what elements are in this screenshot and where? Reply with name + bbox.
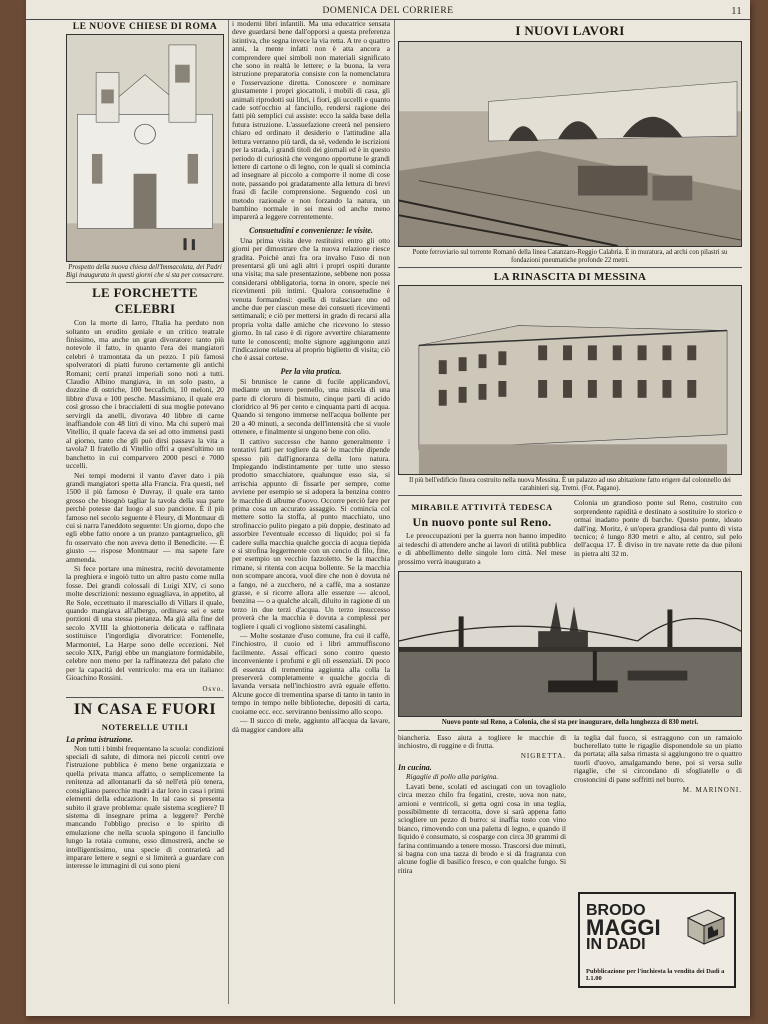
running-head-title: DOMENICA DEL CORRIERE (322, 6, 454, 16)
visite-text (232, 237, 390, 363)
visite-title: Consuetudini e convenienze: le visite. (249, 225, 373, 235)
reno-text-right (574, 499, 742, 567)
article-paragraph: Le preoccupazioni per la guerra non hanno impedito ai tedeschi di attendere anche ai lavori di utilità pubblica e di abbellimento delle singole loro città. Nel mese prossimo verrà inaugurato a (398, 531, 566, 566)
istruzione-title: La prima istruzione. (66, 734, 133, 744)
cucina-text-continued (574, 734, 742, 784)
lavori-title: I NUOVI LAVORI (515, 23, 625, 38)
noterelle-title: NOTERELLE UTILI (101, 721, 189, 732)
maggi-advertisement (578, 892, 736, 988)
bouillon-cube-icon (684, 906, 726, 946)
bridge-caption: Ponte ferroviario sul torrente Romanò della linea Catanzaro-Reggio Calabria. È in muratura, ad archi con pilastri su fondazioni pneumatiche profonde 22 metri. (412, 249, 728, 264)
bottom-right-block (398, 734, 742, 877)
istruzione-continued (232, 20, 390, 222)
photo-credit: (Fot. Pagano). (581, 484, 621, 492)
article-paragraph: — Il succo di mele, aggiunto all'acqua da lavare, dà maggior candore alla (232, 716, 390, 734)
ad-brand-top: BRODO (586, 902, 646, 919)
cucina-text (398, 773, 566, 875)
forchette-title: LE FORCHETTE CELEBRI (66, 282, 224, 317)
article-paragraph: — Molte sostanze d'uso comune, fra cui il caffè, l'inchiostro, il cuoio ed i libri ammuffiscono facilmente. Assai efficaci sono contro questo inconveniente i profumi e gli oli essenziali. Di poco di essenza di trementina aggiunta alla colla la preserverà completamente e qualche goccia di lavanda versata nell'inchiostro avrà eguale effetto. Alcune gocce di trementina sparse di tanto in tanto in tempo in tempo nelle biblioteche, depositi di carta, cuoiame ecc. ecc. serviranno benissimo allo scopo. (232, 631, 390, 716)
biancheria-signature: NIGRETTA. (520, 752, 566, 761)
messina-title: LA RINASCITA DI MESSINA (493, 271, 647, 284)
running-head (26, 6, 750, 20)
cologne-bridge-photo (398, 571, 742, 717)
page-number: 11 (731, 6, 742, 17)
column-middle (232, 20, 390, 1008)
reno-text-left (398, 532, 566, 566)
article-paragraph: Il cattivo successo che hanno generalmente i tentativi fatti per togliere da sè le macchie dipende spesso più dall'ignoranza della loro natura. Impiegando indistintamente per tutte uno stesso prodotto smacchiatore, qualunque esso sia, si arrischia appunto di fissarle per sempre, come avviene per esempio se si adopera la benzina contro le macchie di albume d'uovo. Occorre perciò fare per prima cosa un accurato assaggio. Si comincia col mettere sotto la stoffa, al punto macchiato, uno strofinaccio pulito piegato a più doppie, destinato ad assorbire l'eventuale eccesso di liquido; poi si fa cadere sulla macchia qualche goccia di acqua tiepida e si strofina leggermente con un cencio di filo, fine, per esempio un vecchio fazzoletto. Se la macchia rimane, si ritenta con acqua bollente. Se la macchia non scompare ancora, vuol dire che non è dovuta né a fango, né a zucchero, né a caffè, ma a sostanze grasse, e si ricorre allora alle essenze — alcool, benzina — o a qualche alcali, diluito in ragione di un terzo in due terzi d'acqua. Un terzo insuccesso proverà che la macchia è dovuta a complessi per togliere i quali ci vogliono sistemi casalinghi. (232, 436, 390, 631)
article-paragraph: biancheria. Esso aiuta a togliere le macchie di inchiostro, di ruggine e di frutta. (398, 732, 566, 750)
church-caption: Prospetto della nuova chiesa dell'Immacolata, dei Padri Bigi inaugurata in questi giorni che si sta per consacrare. (66, 264, 224, 279)
cucina-right-column (574, 734, 742, 877)
section-rule (398, 267, 742, 268)
column-left (66, 20, 224, 1008)
cucina-left-column (398, 734, 566, 877)
biancheria-text (398, 734, 566, 751)
ad-brand (586, 902, 661, 953)
reno-article (398, 499, 742, 567)
article-paragraph: Con la morte di Iarro, l'Italia ha perduto non soltanto un erudito geniale e un critico teatrale finissimo, ma anche un gran divoratore: tanto più notevole il fatto, in quanto l'era dei mangiatori celebri è tramontata da un pezzo. I più famosi spolveratori di piatti furono certamente gli antichi Romani; certi pranzi imperiali sono noti a tutti. Claudio Albino mangiava, in un solo pasto, a dozzine di ostriche, 100 beccafichi, 10 meloni, 20 libbre d'uva e 100 pesche. Massimiano, il quale era così grosso che i braccialetti di sua moglie potevano servirgli da anelli, divorava 40 libbre di carne inaffiandole con 48 litri di vino. Ma chi superò mai Vitellio, il quale faceva da sei ad otto immensi pasti al giorno, tanto che gli può dirsi passava la vita a tavola? Il fratello di Vitellio offrì a quest'ultimo un banchetto in cui comparvero 2000 pesci e 7000 uccelli. (66, 318, 224, 471)
section-title-chiese: LE NUOVE CHIESE DI ROMA (72, 22, 218, 32)
cucina-signature: M. MARINONI. (682, 786, 742, 795)
cucina-title: In cucina. (398, 763, 432, 773)
forchette-article (66, 319, 224, 682)
article-paragraph: la teglia dal fuoco, si estraggono con un ramaiolo bucherellato tutte le rigaglie disponendole su un piatto da portata; alla salsa rimasta si aggiungono tre o quattro tuorli d'uovo, amalgamando bene, poi si versa sulle rigaglie, che si circondano di sfogliatelle o di crostoncini di pane soffritti nel burro. (574, 732, 742, 784)
article-paragraph: Non tutti i bimbi frequentano la scuola: condizioni speciali di salute, di dimora nei piccoli centri ove l'istruzione pubblica è meno bene organizzata e quella privata manca affatto, o semplicemente la renitenza ad allontanarli da sè nell'età più tenera, consigliano parecchie madri a dar loro in casa i primi elementi della educazione. In tal caso si presenta subito il grave problema: quale sistema scegliere? Il sistema di insegnare prima a leggere? Perchè mancando l'obbligo preciso e lo spirito di emulazione che nella scuola spingono il fanciullo lungo la rotaia comune, esso dimostrerà, anche se intelligentissimo, una specie di contrarietà ad imparare lettere e segni e si limiterà a guardare con interesse le immagini di cui sono pieni (66, 743, 224, 871)
ad-brand-main: MAGGI (586, 915, 661, 940)
vita-pratica-text (232, 378, 390, 734)
incasa-title: IN CASA E FUORI (66, 697, 224, 719)
article-paragraph: i moderni libri infantili. Ma una educatrice sensata deve guardarsi bene dall'opporsi a questa preferenza istintiva, che segna invece la via retta. A tre o quattro anni, la mente infatti non è atta ancora a comprendere quei simboli non materiali significato che sono in realtà le lettere; e la buona, la vera istruzione preparatoria consiste con la nomenclatura e l'osservazione diretta. Conoscere e nominare giustamente i propri giocattoli, i mobili di casa, gli animali riprodotti sui libri, i fiori, gli uccelli e quanto cade sott'occhio al fanciullo, rendersi ragione dei fatti più semplici cui assiste: ecco la salda base della futura istruzione. L'assuefazione creerà nel pensiero chiaro ed ordinato il desiderio e l'attitudine alla lettura verranno più tardi, da sè, vedendo le iscrizioni per la strada, i grandi titoli dei giornali ed è in questo periodo di curiosità che vengono opportune le grandi lettere di cartone o di legno, con le quali si comincia ad insegnare al piccolo a comporre il nome di cose note, passando poi gradatamente alla lettura di brevi frasi di facile comprensione. Seguendo così un metodo razionale e non forzando la natura, un bambino normale in sei mesi od anche meno imparerà a leggere correntemente. (232, 20, 390, 222)
article-paragraph (398, 773, 566, 781)
church-photo (66, 34, 224, 262)
cologne-caption: Nuovo ponte sul Reno, a Colonia, che si sta per inaugurare, della lunghezza di 830 metri. (441, 719, 699, 726)
section-rule (398, 495, 742, 496)
article-paragraph: Lavati bene, scolati ed asciugati con un tovagliolo circa mezzo chilo fra fegatini, creste, uova non nate, arnioni e ventricoli, si getta ogni cosa in una teglia, possibilmente di terracotta, dove si sarà appena fatto sciogliere un pezzo di burro: si inaffia tosto con vino bianco, rimovendo con una paletta di legno, e quando il liquido è consumato, si cosparge con circa 30 grammi di farina continuando a tenere mosso. Trascorsi due minuti, si bagna con una tazza di brodo e si dà fragranza con alcune foglie di basilico fresco, e con qualche fungo. Si ritira (398, 781, 566, 875)
article-paragraph: Colonia un grandioso ponte sul Reno, costruito con sorprendente rapidità e destinato a sostituire lo storico e ormai inadatto ponte di barche. Questo ponte, ideato dall'ing. Moritz, è un'opera grandiosa dal punto di vista tecnico; è lungo 830 metri e alto, al centro, sul pelo dell'acqua 17. È diviso in tre navate rette da due piloni in pietra alti 32 m. (574, 498, 742, 558)
article-paragraph: Si fece portare una minestra, recitò devotamente la preghiera e ingoiò tutto un altro pasto come nulla fosse. Dei grandi colossali di Luigi XIV, ci sono molte descrizioni: nessuno eguagliava, in appetito, al Re Sole, eccettuato il maresciallo di Villars il quale, quando mangiava all'albergo, ordinava sei e sette porzioni di una stessa pietanza. Ma già alla fine del secolo XVIII la ghiottoneria delicata e raffinata sostituisce l'ingordigia divoratrice: Fontenelle, Marmontel, La Harpe sono delle eccezioni. Nel secolo XIX, Parigi ebbe un mangiatore formidabile, celebre non meno per la raffinatezza del palato che per la capacità del ventricolo: ma era un italiano: Gioachino Rossini. (66, 563, 224, 683)
railway-bridge-photo (398, 41, 742, 247)
article-paragraph: Si brunisce le canne di fucile applicandovi, mediante un tenero pennello, una miscela di una parte di cloruro di bismuto, cinque parti di acido cloridrico al 96 per cento e cinquanta parti di acqua. Quando si tengono immerse nell'acqua bollente per 20 a 40 minuti, a seconda dell'intensità che si vuole ottenere, e finalmente si ungono bene con olio. (232, 376, 390, 437)
ad-brand-bottom: IN DADI (586, 936, 646, 953)
reno-title: Un nuovo ponte sul Reno. (412, 515, 552, 530)
istruzione-text (66, 745, 224, 871)
reno-left-column (398, 499, 566, 567)
article-paragraph: Nei tempi moderni il vanto d'aver dato i più grandi mangiatori spetta alla Francia. Fra questi, nel 1500 il più famoso è Duvray, il quale era tanto grosso che bisognò tagliar la tavola della sua parte perchè potesse dar luogo al suo pancione. È il più famoso nel secolo seguente è Fleury, di Montmaur di cui si narra l'aneddoto seguente: Un giorno, dopo che egli ebbe fatto onore a un pranzo pantagruelico, gli fu osservato che non aveva detto il Benedicite. — È giusto — rispose Montmaur — ma sapete fare ammenda. (66, 470, 224, 564)
ad-fine-print: Pubblicazione per l'inchiesta la vendita dei Dadi a L1.00 (586, 968, 725, 982)
messina-caption-text: Il più bell'edificio finora costruito nella nuova Messina. È un palazzo ad uso abitazione fatto erigere dal colonnello dei carabinieri sig. Tremi. (409, 477, 731, 492)
article-signature: Osvo. (202, 684, 224, 693)
messina-caption (398, 477, 742, 492)
vita-pratica-title: Per la vita pratica. (280, 366, 342, 376)
messina-building-photo (398, 285, 742, 475)
column-right (398, 20, 742, 1008)
tedesca-kicker: MIRABILE ATTIVITÀ TEDESCA (411, 502, 553, 513)
column-rule (228, 20, 229, 1004)
article-paragraph: Una prima visita deve restituirsi entro gli otto giorni per dimostrare che la nuova relazione riesce gradita. Poichè anzi fra ora invalso l'uso di non presentarsi gli uni agli altri i propri ospiti durante una visita; ma sale presentazione, sebbene non possa considerarsi obbligatoria, torna in onore, specie nei ricevimenti più intimi. Qualora consuetudine è venuta formandosi: quella di tralasciare uno od anche due per ciascun mese dei consueti ricevimenti settimanali; e ciò per mettersi in grado di recarsi alla propria volta dalle amiche che ricevono lo stesso giorno. In tal caso è di rigore avvertire chiaramente tutte le conoscenti; molte signore aggiungono anzi l'indicazione relativa al proprio biglietto di visita; ciò che è assai cortese. (232, 235, 390, 363)
column-rule (394, 20, 395, 1004)
recipe-title: Rigaglie di pollo alla parigina. (406, 772, 499, 782)
newspaper-page (26, 0, 750, 1016)
section-rule (398, 730, 742, 731)
